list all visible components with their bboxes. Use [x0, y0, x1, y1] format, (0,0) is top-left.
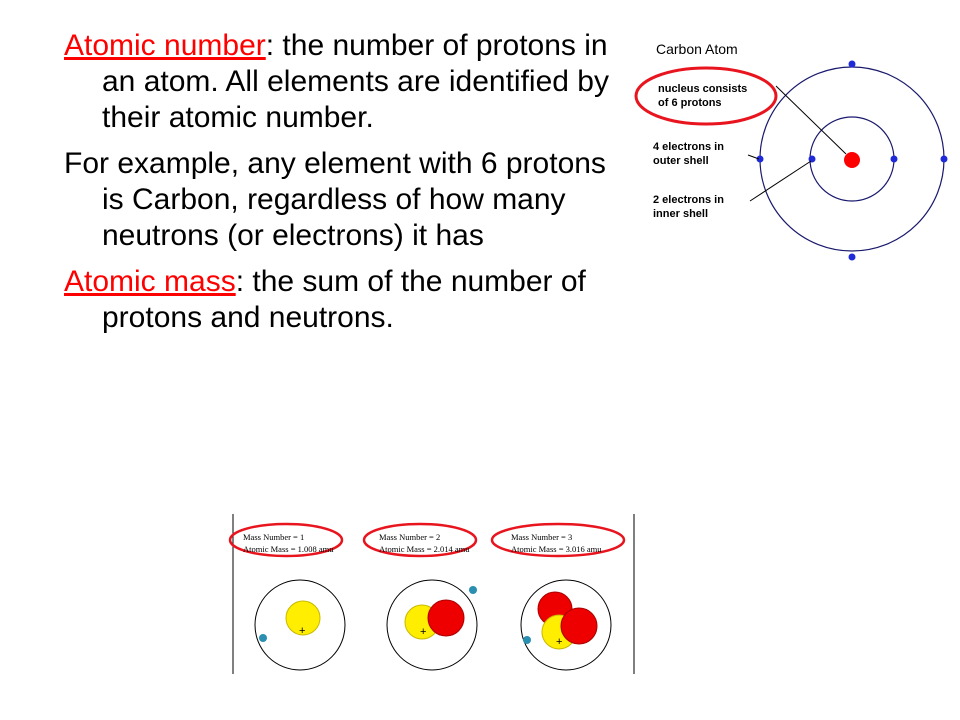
outer-shell-label-line-1: 4 electrons in — [653, 141, 724, 153]
panel-1-proton-sign: + — [299, 625, 306, 637]
panel-1-mass-number: Mass Number = 1 — [243, 532, 305, 542]
panel-3-mass-number: Mass Number = 3 — [511, 532, 573, 542]
term-atomic-number: Atomic number — [64, 29, 266, 62]
isotope-panel-3 — [492, 524, 624, 670]
outer-shell-label-line-2: outer shell — [653, 155, 709, 167]
nucleus-label-line-1: nucleus consists — [658, 83, 748, 95]
example-text: For example, any element with 6 protons is Carbon, regardless of how many neutrons (or electrons) it has — [64, 147, 606, 252]
panel-2-atomic-mass: Atomic Mass = 2.014 amu — [379, 544, 470, 554]
inner-electron — [891, 156, 898, 163]
panel-3-neutron-2 — [561, 608, 597, 644]
slide-body — [64, 28, 624, 346]
panel-3-proton-sign: + — [556, 636, 563, 648]
panel-2-neutron — [428, 600, 464, 636]
outer-electron — [849, 61, 856, 68]
panel-3-atomic-mass: Atomic Mass = 3.016 amu — [511, 544, 602, 554]
panel-2-mass-number: Mass Number = 2 — [379, 532, 441, 542]
isotope-panel-2 — [364, 524, 477, 670]
nucleus-label-line-2: of 6 protons — [658, 97, 722, 109]
definition-atomic-mass: : the sum of the number of protons and neutrons. — [102, 265, 586, 334]
inner-shell-label-line-2: inner shell — [653, 208, 709, 220]
isotope-panel-1 — [230, 524, 345, 670]
panel-2-electron — [469, 586, 477, 594]
panel-3-electron — [523, 636, 531, 644]
paragraph-atomic-mass — [64, 264, 624, 336]
nucleus — [844, 152, 860, 168]
definition-atomic-number: : the number of protons in an atom. All elements are identified by their atomic number. — [102, 29, 609, 134]
panel-2-proton-sign: + — [420, 626, 427, 638]
isotope-diagram — [222, 512, 642, 678]
paragraph-atomic-number — [64, 28, 624, 136]
inner-shell-pointer-line — [750, 161, 811, 201]
panel-1-atomic-mass: Atomic Mass = 1.008 amu — [243, 544, 334, 554]
term-atomic-mass: Atomic mass — [64, 265, 236, 298]
outer-electron — [941, 156, 948, 163]
nucleus-label-highlight — [636, 68, 776, 124]
paragraph-example — [64, 146, 624, 254]
panel-1-electron — [259, 634, 267, 642]
outer-electron — [849, 254, 856, 261]
carbon-figure-title: Carbon Atom — [656, 41, 738, 57]
inner-shell-label-line-1: 2 electrons in — [653, 194, 724, 206]
carbon-atom-diagram — [628, 30, 958, 270]
